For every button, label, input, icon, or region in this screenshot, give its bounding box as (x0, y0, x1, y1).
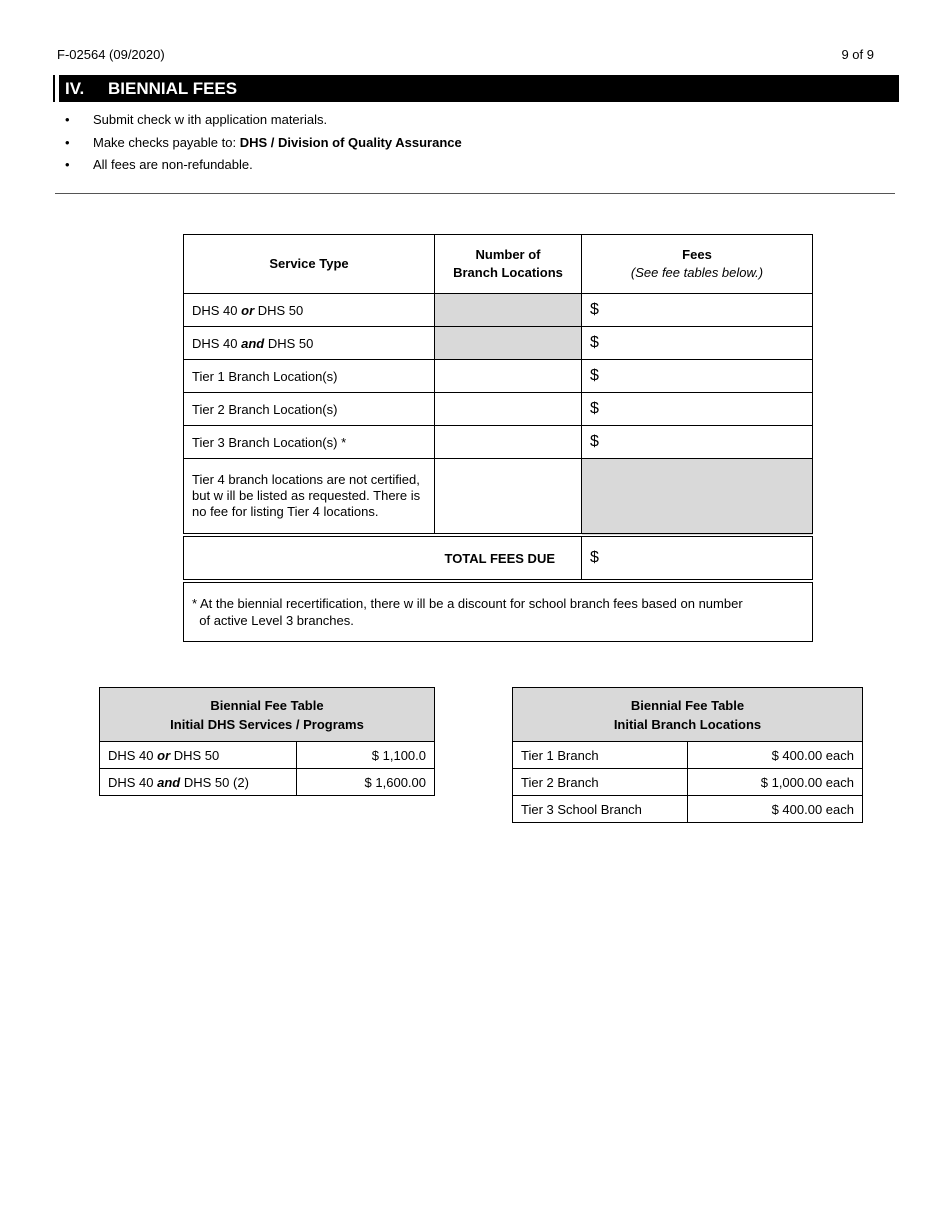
table-row (513, 742, 863, 769)
table-row (184, 426, 813, 459)
service-label-cell: DHS 40 or DHS 50 (100, 742, 297, 769)
table-row (513, 796, 863, 823)
form-id: F-02564 (09/2020) (57, 47, 165, 62)
instruction-text: Submit check w ith application materials. (93, 112, 328, 127)
number-input-cell[interactable] (435, 459, 582, 536)
header-fees-subtitle: (See fee tables below.) (630, 265, 764, 280)
footnote-row (184, 581, 813, 642)
service-type-cell: Tier 1 Branch Location(s) (184, 360, 435, 393)
page-number: 9 of 9 (841, 47, 874, 62)
fee-input-cell[interactable]: $ (582, 426, 813, 459)
instruction-text: Make checks payable to: (93, 134, 240, 150)
fee-input-cell[interactable]: $ (582, 294, 813, 327)
fee-input-cell[interactable]: $ (582, 327, 813, 360)
branches-fee-table-title: Biennial Fee Table Initial Branch Locations (513, 688, 863, 742)
footnote-cell (184, 581, 813, 642)
header-number-line1: Number of (475, 247, 541, 262)
payee-name: DHS / Division of Quality Assurance (239, 134, 462, 150)
fee-amount-cell: $ 1,000.00 each (688, 769, 863, 796)
total-fee-input-cell[interactable]: $ (582, 535, 813, 581)
instruction-item (65, 111, 462, 134)
instruction-text: All fees are non-refundable. (93, 157, 253, 172)
footnote-line2: of active Level 3 branches. (199, 613, 354, 628)
number-input-cell[interactable] (435, 360, 582, 393)
number-cell-disabled (435, 294, 582, 327)
fee-input-cell[interactable]: $ (582, 393, 813, 426)
service-type-cell: DHS 40 and DHS 50 (184, 327, 435, 360)
fee-cell-disabled (582, 459, 813, 536)
fee-amount-cell: $ 1,100.0 (297, 742, 435, 769)
branch-label-cell: Tier 2 Branch (513, 769, 688, 796)
services-fee-table (99, 687, 435, 796)
instruction-item (65, 134, 462, 157)
table-row (184, 393, 813, 426)
number-input-cell[interactable] (435, 426, 582, 459)
fee-amount-cell: $ 400.00 each (688, 742, 863, 769)
number-cell-disabled (435, 327, 582, 360)
instruction-item (65, 156, 462, 179)
table-row (100, 769, 435, 796)
service-type-cell: DHS 40 or DHS 50 (184, 294, 435, 327)
branches-fee-table (512, 687, 863, 823)
service-type-cell: Tier 3 Branch Location(s) * (184, 426, 435, 459)
header-fees-label: Fees (682, 247, 712, 262)
header-fees (582, 235, 813, 294)
number-input-cell[interactable] (435, 393, 582, 426)
branch-label-cell: Tier 1 Branch (513, 742, 688, 769)
divider (55, 193, 895, 194)
table-row (100, 742, 435, 769)
branch-label-cell: Tier 3 School Branch (513, 796, 688, 823)
header-service-type: Service Type (184, 235, 435, 294)
service-type-cell: Tier 2 Branch Location(s) (184, 393, 435, 426)
section-number: IV. (65, 78, 85, 98)
header-number-line2: Branch Locations (453, 265, 563, 280)
fee-input-cell[interactable]: $ (582, 360, 813, 393)
total-fees-label: TOTAL FEES DUE (184, 535, 582, 581)
instruction-list (65, 111, 462, 179)
fee-amount-cell: $ 400.00 each (688, 796, 863, 823)
table-row (184, 360, 813, 393)
footnote-line1: * At the biennial recertification, there w ill be a discount for school branch fees based on number (192, 596, 743, 611)
table-row (184, 327, 813, 360)
section-title: BIENNIAL FEES (108, 78, 238, 98)
table-row (513, 769, 863, 796)
total-row (184, 535, 813, 581)
fee-worksheet-table (183, 234, 813, 642)
service-label-cell: DHS 40 and DHS 50 (2) (100, 769, 297, 796)
fee-amount-cell: $ 1,600.00 (297, 769, 435, 796)
table-row (184, 294, 813, 327)
table-row (184, 459, 813, 536)
services-fee-table-title: Biennial Fee Table Initial DHS Services / Programs (100, 688, 435, 742)
tier4-note-cell: Tier 4 branch locations are not certified, but w ill be listed as requested. There is no fee for listing Tier 4 locations. (184, 459, 435, 536)
section-header (55, 75, 899, 102)
header-number-of-branches (435, 235, 582, 294)
